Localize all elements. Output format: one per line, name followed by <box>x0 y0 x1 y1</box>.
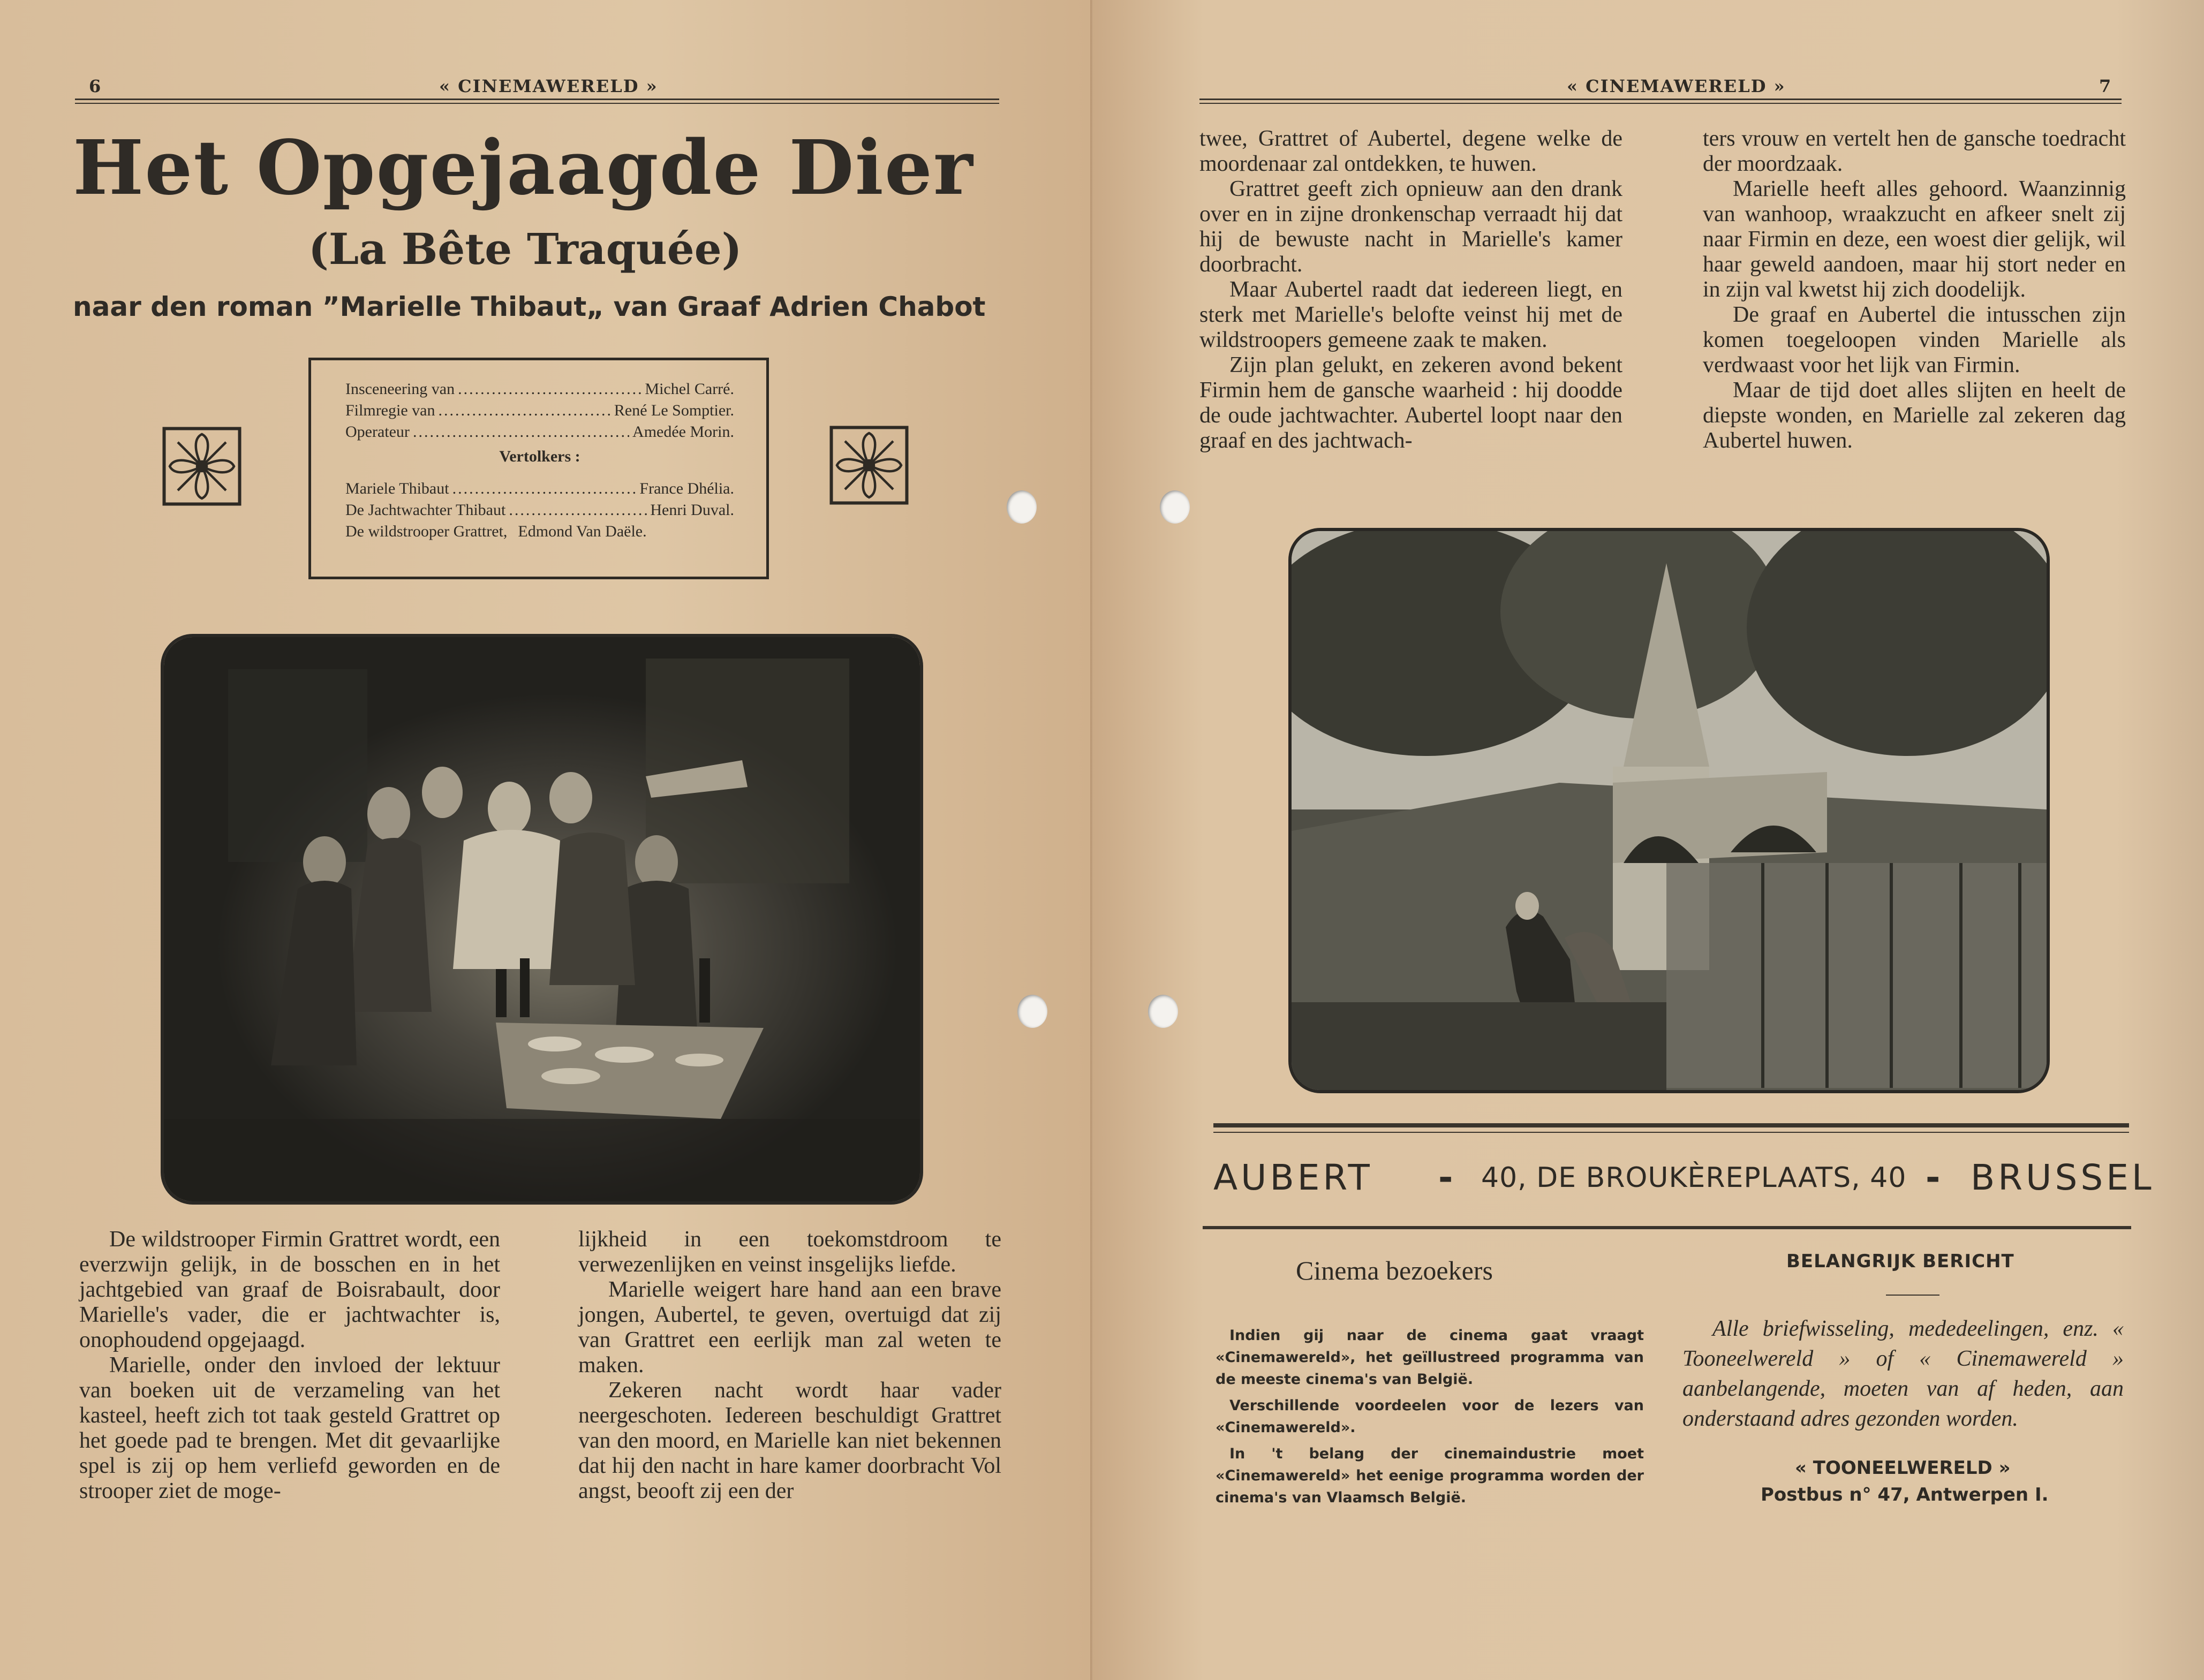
ad-city: BRUSSEL <box>1971 1157 2155 1198</box>
credit-row <box>345 400 734 421</box>
ad-dash: - <box>1438 1157 1453 1198</box>
article-column-1 <box>79 1227 500 1504</box>
ad-rule-top-2 <box>1213 1132 2129 1133</box>
punch-hole <box>1017 995 1047 1028</box>
cast-heading: Vertolkers : <box>499 448 580 465</box>
right-page <box>1092 0 2204 1680</box>
flower-ornament-icon <box>162 426 242 506</box>
notice-cinema-bezoekers <box>1216 1325 1644 1513</box>
cast-row <box>345 500 734 521</box>
left-page <box>0 0 1092 1680</box>
paragraph: Marielle, onder den invloed der lektuur van boeken uit de verzameling van het kasteel, heeft zich tot taak gesteld Grattret op het goede pad te brengen. Met dit gevaarlijke spel is zij op hem verliefd geworden en de strooper ziet de moge- <box>79 1353 500 1503</box>
bridge-scene-image <box>1292 531 2047 1090</box>
notice-cinema-bezoekers-title: Cinema bezoekers <box>1296 1255 1493 1285</box>
paragraph: Marielle heeft alles gehoord. Waanzinnig van wanhoop, wraakzucht en afkeer snelt zij naar Firmin en deze, een woest dier gelijk, wil haar geweld aandoen, maar hij stort neder en in zijn val kwetst hij zich doodelijk. <box>1703 177 2126 302</box>
punch-hole <box>1007 490 1037 524</box>
article-subtitle: (La Bête Traquée) <box>308 224 742 274</box>
ad-rule-top <box>1213 1123 2129 1127</box>
cast-row <box>345 478 734 500</box>
credit-label: Operateur <box>345 423 410 441</box>
credit-value: René Le Somptier. <box>614 402 734 419</box>
paragraph: ters vrouw en vertelt hen de gansche toedracht der moordzaak. <box>1703 126 2126 176</box>
cast-label: De wildstrooper Grattret, <box>345 523 508 540</box>
article-column-3 <box>1199 126 1622 453</box>
punch-hole <box>1148 995 1178 1028</box>
ad-dash: - <box>1926 1157 1941 1198</box>
punch-hole <box>1160 490 1190 524</box>
notice-belangrijk-body: Alle briefwisseling, mededeelingen, enz. « Tooneelwereld » of « Cinemawereld » aanbelangende, moeten van af heden, aan onderstaand adres gezonden worden. <box>1682 1316 2124 1431</box>
credit-label: Insceneering van <box>345 380 455 398</box>
ad-address: 40, DE BROUKÈREPLAATS, 40 <box>1481 1162 1907 1194</box>
credit-row <box>345 421 734 443</box>
article-column-4 <box>1703 126 2126 453</box>
film-still-bridge <box>1288 528 2050 1093</box>
paragraph: Zekeren nacht wordt haar vader neergeschoten. Iedereen beschuldigt Grattret van den moord, en Marielle kan niet bekennen dat hij den nacht in hare kamer doorbracht Vol angst, beooft zij een der <box>578 1378 1001 1503</box>
cast-row <box>345 521 734 542</box>
paragraph: Indien gij naar de cinema gaat vraagt «Cinemawereld», het geïllustreed programma van de meeste cinema's van België. <box>1216 1327 1644 1388</box>
cast-value: Edmond Van Daële. <box>518 523 647 540</box>
film-still-tavern <box>161 634 923 1205</box>
running-head-right: « CINEMAWERELD » <box>1567 76 1786 96</box>
article-title: Het Opgejaagde Dier <box>73 124 974 212</box>
credit-value: Michel Carré. <box>645 380 734 398</box>
credit-row <box>345 379 734 400</box>
paragraph: Grattret geeft zich opnieuw aan den drank over en in zijne dronkenschap verraadt hij dat hij de bewuste nacht in Marielle's kamer doorbracht. <box>1199 177 1622 277</box>
paragraph: Zijn plan gelukt, en zekeren avond bekent Firmin hem de gansche waarheid : hij doodde de oude jachtwachter. Aubertel loopt naar den graaf en des jachtwach- <box>1199 353 1622 453</box>
tavern-scene-image <box>164 637 920 1201</box>
advertisement-line <box>1213 1156 2155 1199</box>
ad-name: AUBERT <box>1213 1157 1373 1198</box>
paragraph: twee, Grattret of Aubertel, degene welke de moordenaar zal ontdekken, te huwen. <box>1199 126 1622 176</box>
cast-value: Henri Duval. <box>650 501 734 519</box>
paragraph: In 't belang der cinemaindustrie moet «Cinemawereld» het eenige programma worden der cinema's van Vlaamsch België. <box>1216 1446 1644 1506</box>
header-rule-left-2 <box>75 103 999 104</box>
notice-belangrijk-title: BELANGRIJK BERICHT <box>1786 1251 2014 1272</box>
article-byline: naar den roman ”Marielle Thibaut„ van Graaf Adrien Chabot <box>73 291 986 322</box>
cast-label: Mariele Thibaut <box>345 480 449 497</box>
flower-ornament-icon <box>829 425 909 505</box>
paragraph: De graaf en Aubertel die intusschen zijn komen toegeloopen vinden Marielle als verdwaast voor het lijk van Firmin. <box>1703 302 2126 377</box>
running-head-left: « CINEMAWERELD » <box>439 76 658 96</box>
header-rule-left <box>75 99 999 100</box>
article-column-2 <box>578 1227 1001 1504</box>
credit-label: Filmregie van <box>345 402 435 419</box>
cast-label: De Jachtwachter Thibaut <box>345 501 506 519</box>
notice-belangrijk-underline <box>1886 1295 1939 1296</box>
credits-box <box>308 358 769 579</box>
credit-value: Amedée Morin. <box>632 423 734 441</box>
paragraph: lijkheid in een toekomstdroom te verwezenlijken en veinst insgelijks liefde. <box>578 1227 1001 1277</box>
header-rule-right <box>1199 99 2122 100</box>
notice-belangrijk-address: Postbus n° 47, Antwerpen I. <box>1761 1484 2049 1505</box>
paragraph: Maar Aubertel raadt dat iedereen liegt, en sterk met Marielle's belofte veinst hij met de wildstroopers gemeene zaak te maken. <box>1199 277 1622 352</box>
page-number-right: 7 <box>2099 76 2112 96</box>
cast-value: France Dhélia. <box>639 480 734 497</box>
ad-rule-bottom <box>1203 1226 2131 1229</box>
paragraph: Marielle weigert hare hand aan een brave jongen, Aubertel, te geven, overtuigd dat zij van Grattret een eerlijk man zal weten te maken. <box>578 1277 1001 1378</box>
page-number-left: 6 <box>89 76 102 96</box>
notice-belangrijk-org: « TOONEELWERELD » <box>1795 1457 2011 1479</box>
paragraph: Verschillende voordeelen voor de lezers van «Cinemawereld». <box>1216 1397 1644 1436</box>
header-rule-right-2 <box>1199 103 2122 104</box>
paragraph: De wildstrooper Firmin Grattret wordt, een everzwijn gelijk, in de bosschen en in het jachtgebied van graaf de Boisrabault, door Marielle's vader, die er jachtwachter is, onophoudend opgejaagd. <box>79 1227 500 1352</box>
paragraph: Maar de tijd doet alles slijten en heelt de diepste wonden, en Marielle zal zekeren dag Aubertel huwen. <box>1703 378 2126 453</box>
